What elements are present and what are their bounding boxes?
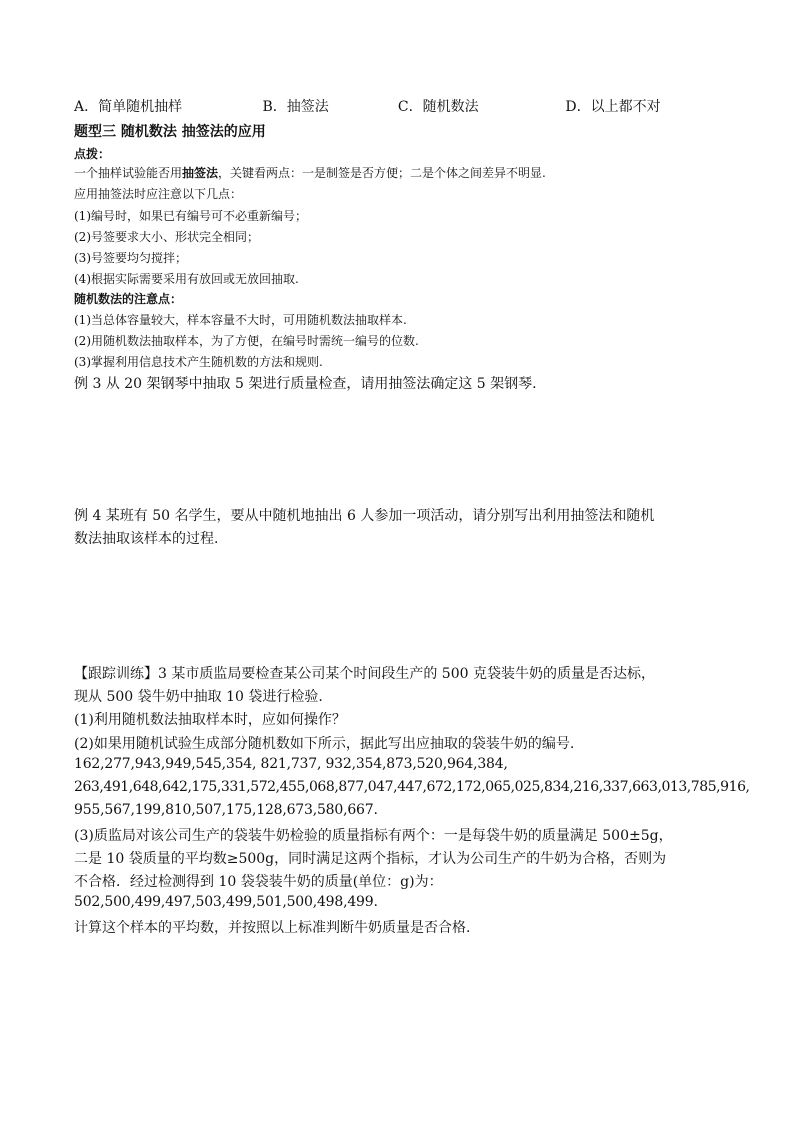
training-line-2: 现从 500 袋牛奶中抽取 10 袋进行检验. <box>74 689 323 705</box>
random-item: (1)当总体容量较大，样本容量不大时，可用随机数法抽取样本. <box>74 313 407 327</box>
training-question-3-task: 计算这个样本的平均数，并按照以上标准判断牛奶质量是否合格. <box>74 920 471 936</box>
tip-line-1-post: ，关键看两点：一是制签是否方便；二是个体之间差异不明显. <box>218 166 546 180</box>
training-question-3-line-1: (3)质监局对该公司生产的袋装牛奶检验的质量指标有两个：一是每袋牛奶的质量满足 500±5g， <box>74 828 673 844</box>
tip-item: (2)号签要求大小、形状完全相同； <box>74 230 259 244</box>
option-d: D．以上都不对 <box>565 99 661 115</box>
training-line-1: 【跟踪训练】3 某市质监局要检查某公司某个时间段生产的 500 克袋装牛奶的质量是否达标， <box>74 666 655 682</box>
answer-options <box>74 96 661 116</box>
random-numbers-line: 263,491,648,642,175,331,572,455,068,877,047,447,672,172,065,025,834,216,337,663,013,785,916, <box>74 779 750 795</box>
random-numbers-line: 162,277,943,949,545,354, 821,737, 932,354,873,520,964,384, <box>74 756 508 772</box>
tip-label: 点拨： <box>74 147 111 161</box>
tip-line-1-pre: 一个抽样试验能否用 <box>74 166 183 180</box>
option-b: B．抽签法 <box>262 99 329 115</box>
section-title: 题型三 随机数法 抽签法的应用 <box>74 124 266 140</box>
tip-item: (1)编号时，如果已有编号可不必重新编号； <box>74 209 307 223</box>
tip-line-1-bold: 抽签法 <box>182 166 219 180</box>
milk-weight-data: 502,500,499,497,503,499,501,500,498,499. <box>74 894 378 910</box>
random-item: (3)掌握利用信息技术产生随机数的方法和规则. <box>74 355 323 369</box>
training-question-2: (2)如果用随机试验生成部分随机数如下所示，据此写出应抽取的袋装牛奶的编号. <box>74 736 575 752</box>
random-item: (2)用随机数法抽取样本，为了方便，在编号时需统一编号的位数. <box>74 334 419 348</box>
example-4-line-2: 数法抽取该样本的过程. <box>74 531 219 547</box>
tip-line-1 <box>74 164 546 181</box>
random-method-label: 随机数法的注意点： <box>74 292 183 306</box>
tip-item: (3)号签要均匀搅拌； <box>74 251 187 265</box>
example-3: 例 3 从 20 架钢琴中抽取 5 架进行质量检查，请用抽签法确定这 5 架钢琴. <box>74 376 537 392</box>
tip-line-2: 应用抽签法时应注意以下几点： <box>74 187 243 201</box>
option-a: A．简单随机抽样 <box>74 99 183 115</box>
training-question-3-line-2: 二是 10 袋质量的平均数≥500g，同时满足这两个指标，才认为公司生产的牛奶为合格，否则为 <box>74 851 667 867</box>
training-question-3-line-3: 不合格．经过检测得到 10 袋袋装牛奶的质量(单位：g)为： <box>74 874 443 890</box>
example-4-line-1: 例 4 某班有 50 名学生，要从中随机地抽出 6 人参加一项活动，请分别写出利用抽签法和随机 <box>74 508 655 524</box>
option-c: C．随机数法 <box>397 99 479 115</box>
training-question-1: (1)利用随机数法抽取样本时，应如何操作？ <box>74 712 346 728</box>
tip-item: (4)根据实际需要采用有放回或无放回抽取. <box>74 272 299 286</box>
random-numbers-line: 955,567,199,810,507,175,128,673,580,667. <box>74 802 378 818</box>
